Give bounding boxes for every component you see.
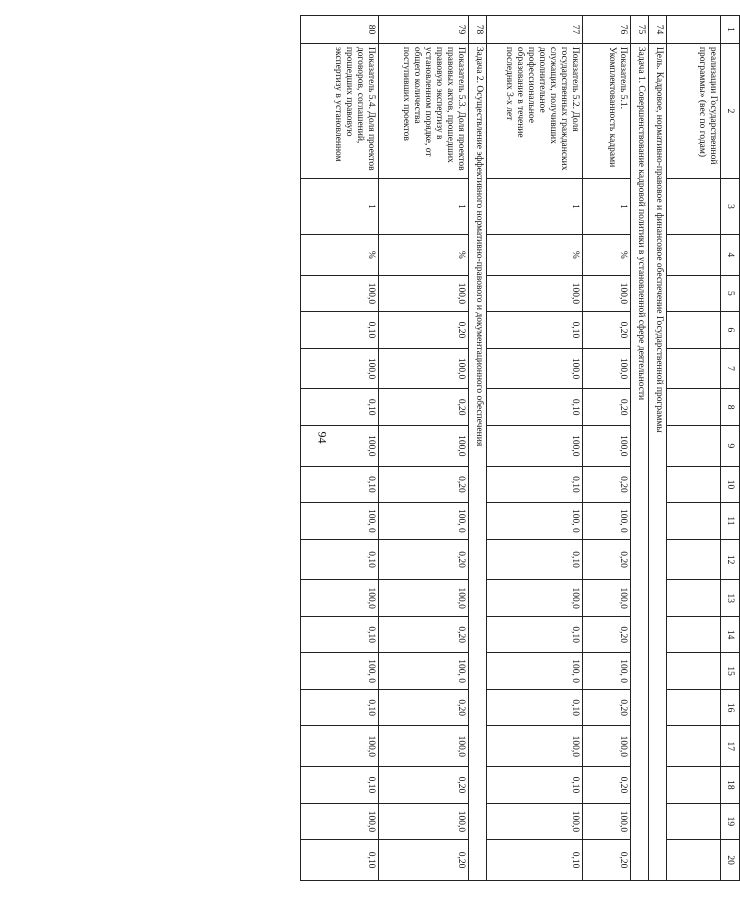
value-cell: 0,10	[487, 767, 583, 803]
table-row	[469, 16, 487, 881]
column-number-cell: 20	[721, 840, 740, 881]
indicator-name-cell: Показатель 5.4. Доля проектов договоров, соглашений, прошедших правовую экспертизу в установленном	[301, 43, 379, 178]
value-cell: 100, 0	[583, 503, 631, 539]
column-number-cell: 10	[721, 466, 740, 502]
value-cell	[667, 726, 721, 767]
value-cell: 100, 0	[379, 653, 469, 689]
table-row	[631, 16, 649, 881]
column-number-cell: 7	[721, 348, 740, 389]
column-number-cell: 3	[721, 179, 740, 235]
value-cell	[667, 179, 721, 235]
value-cell	[667, 767, 721, 803]
row-number-cell: 79	[379, 16, 469, 44]
row-number-cell: 78	[469, 16, 487, 44]
column-number-cell: 19	[721, 803, 740, 839]
value-cell: 100, 0	[301, 503, 379, 539]
value-cell: 0,10	[487, 312, 583, 348]
column-number-cell: 6	[721, 312, 740, 348]
value-cell	[667, 803, 721, 839]
value-cell: 100,0	[379, 348, 469, 389]
value-cell: 100,0	[379, 580, 469, 616]
value-cell	[667, 425, 721, 466]
value-cell: 0,20	[379, 539, 469, 580]
value-cell: 0,10	[487, 389, 583, 425]
value-cell: 100,0	[487, 275, 583, 311]
value-cell: 100,0	[379, 425, 469, 466]
value-cell: 100,0	[583, 726, 631, 767]
column-number-cell: 16	[721, 689, 740, 725]
value-cell: 100,0	[301, 425, 379, 466]
value-cell	[667, 653, 721, 689]
value-cell: 100, 0	[487, 503, 583, 539]
indicator-name-cell: Показатель 5.3. Доля проектов правовых актов, прошедших правовую экспертизу в установленном порядке, от общего количества поступивших проектов	[379, 43, 469, 178]
value-cell: %	[583, 234, 631, 275]
row-number-cell: 76	[583, 16, 631, 44]
page-number: 94	[315, 431, 330, 444]
value-cell	[667, 689, 721, 725]
value-cell: 100,0	[379, 275, 469, 311]
value-cell: 0,20	[379, 689, 469, 725]
value-cell: 0,10	[487, 689, 583, 725]
value-cell: %	[301, 234, 379, 275]
column-number-cell: 14	[721, 616, 740, 652]
table-row	[487, 16, 583, 881]
value-cell: 100,0	[301, 348, 379, 389]
column-number-cell: 13	[721, 580, 740, 616]
value-cell: 0,20	[583, 767, 631, 803]
value-cell: 100,0	[487, 348, 583, 389]
value-cell: 0,20	[583, 539, 631, 580]
value-cell: 100, 0	[583, 653, 631, 689]
value-cell: 0,20	[379, 389, 469, 425]
header-row	[721, 16, 740, 881]
value-cell: 0,10	[301, 840, 379, 881]
column-number-cell: 2	[721, 43, 740, 178]
indicator-table	[300, 15, 740, 881]
value-cell	[667, 580, 721, 616]
row-number-cell	[667, 16, 721, 44]
value-cell	[667, 840, 721, 881]
section-heading-cell: Задача 1. Совершенствование кадровой политики в установленной сфере деятельности	[631, 43, 649, 880]
column-number-cell: 4	[721, 234, 740, 275]
indicator-name-cell: Показатель 5.2. Доля государственных гражданских служащих, получивших дополнительное профессиональное образование в течение последних 3-х лет	[487, 43, 583, 178]
value-cell: 1	[487, 179, 583, 235]
table-row	[667, 16, 721, 881]
column-number-cell: 1	[721, 16, 740, 44]
value-cell: 100,0	[583, 803, 631, 839]
table-row	[379, 16, 469, 881]
value-cell: 1	[379, 179, 469, 235]
value-cell: 100,0	[583, 275, 631, 311]
value-cell: 0,20	[379, 616, 469, 652]
value-cell: 0,10	[301, 767, 379, 803]
table-row	[583, 16, 631, 881]
value-cell	[667, 616, 721, 652]
table-body	[301, 16, 740, 881]
value-cell	[667, 466, 721, 502]
column-number-cell: 17	[721, 726, 740, 767]
value-cell: %	[487, 234, 583, 275]
value-cell: 100, 0	[379, 503, 469, 539]
value-cell: 100,0	[487, 726, 583, 767]
value-cell: 100,0	[301, 803, 379, 839]
row-number-cell: 77	[487, 16, 583, 44]
value-cell: %	[379, 234, 469, 275]
value-cell: 100,0	[583, 425, 631, 466]
value-cell: 0,20	[583, 689, 631, 725]
value-cell: 0,20	[379, 466, 469, 502]
value-cell: 0,10	[487, 616, 583, 652]
indicator-name-cell: реализации Государственной программы» (вес по годам)	[667, 43, 721, 178]
row-number-cell: 74	[649, 16, 667, 44]
section-heading-cell: Задача 2. Осуществление эффективного нормативно-правового и документационного обеспечения	[469, 43, 487, 880]
value-cell: 0,10	[301, 689, 379, 725]
column-number-cell: 15	[721, 653, 740, 689]
value-cell	[667, 539, 721, 580]
value-cell: 100,0	[301, 726, 379, 767]
row-number-cell: 75	[631, 16, 649, 44]
section-heading-cell: Цель. Кадровое, нормативно-правовое и финансовое обеспечение Государственной программы	[649, 43, 667, 880]
value-cell: 100,0	[487, 425, 583, 466]
value-cell: 0,20	[379, 767, 469, 803]
value-cell: 0,20	[379, 312, 469, 348]
value-cell: 0,20	[379, 840, 469, 881]
value-cell: 0,10	[301, 616, 379, 652]
value-cell	[667, 348, 721, 389]
value-cell: 0,20	[583, 840, 631, 881]
value-cell: 0,20	[583, 312, 631, 348]
column-number-cell: 12	[721, 539, 740, 580]
value-cell: 100,0	[301, 580, 379, 616]
table-row	[649, 16, 667, 881]
value-cell: 100,0	[379, 726, 469, 767]
value-cell: 0,10	[301, 466, 379, 502]
column-number-cell: 11	[721, 503, 740, 539]
value-cell: 0,10	[487, 466, 583, 502]
value-cell: 0,20	[583, 466, 631, 502]
value-cell: 0,10	[301, 312, 379, 348]
column-number-cell: 18	[721, 767, 740, 803]
value-cell: 100,0	[487, 803, 583, 839]
value-cell: 0,10	[487, 840, 583, 881]
value-cell: 100, 0	[301, 653, 379, 689]
value-cell: 100,0	[487, 580, 583, 616]
value-cell	[667, 389, 721, 425]
value-cell	[667, 234, 721, 275]
column-number-cell: 5	[721, 275, 740, 311]
value-cell: 100,0	[379, 803, 469, 839]
value-cell	[667, 275, 721, 311]
row-number-cell: 80	[301, 16, 379, 44]
value-cell: 100,0	[583, 348, 631, 389]
value-cell	[667, 503, 721, 539]
value-cell: 1	[301, 179, 379, 235]
indicator-name-cell: Показатель 5.1. Укомплектованность кадрами	[583, 43, 631, 178]
value-cell: 0,10	[301, 539, 379, 580]
value-cell: 0,10	[301, 389, 379, 425]
rotated-table-container	[333, 15, 740, 869]
value-cell: 100,0	[583, 580, 631, 616]
column-number-cell: 8	[721, 389, 740, 425]
table-row	[301, 16, 379, 881]
value-cell: 0,10	[487, 539, 583, 580]
column-number-cell: 9	[721, 425, 740, 466]
value-cell: 100, 0	[487, 653, 583, 689]
value-cell	[667, 312, 721, 348]
value-cell: 0,20	[583, 389, 631, 425]
value-cell: 0,20	[583, 616, 631, 652]
value-cell: 100,0	[301, 275, 379, 311]
value-cell: 1	[583, 179, 631, 235]
